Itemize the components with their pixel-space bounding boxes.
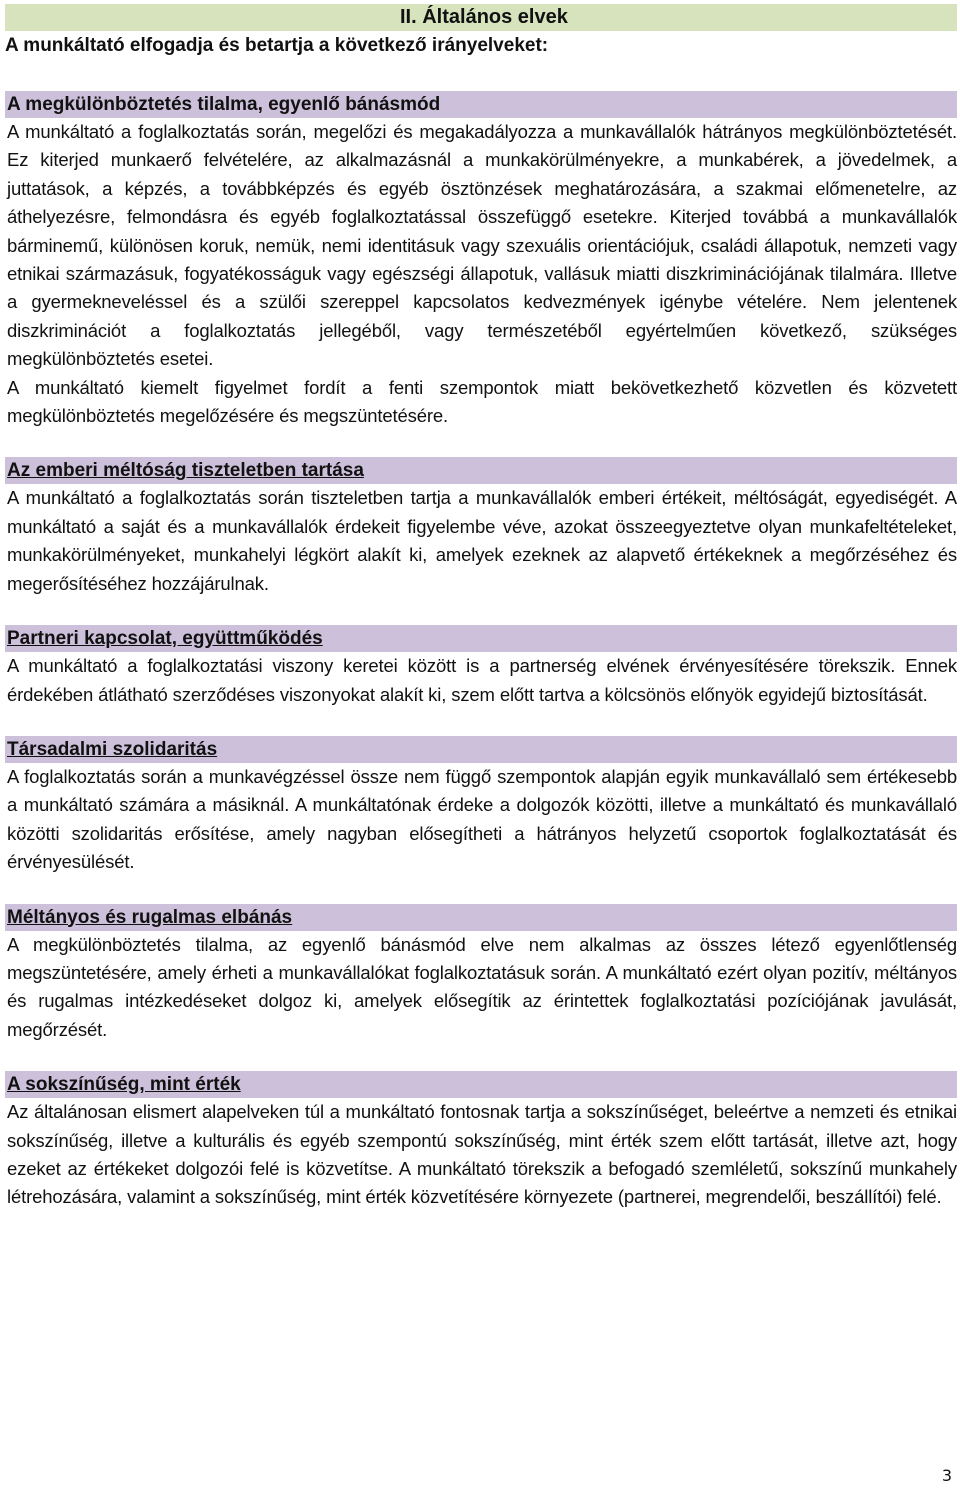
- section-heading: A megkülönböztetés tilalma, egyenlő bánásmód: [5, 91, 957, 118]
- section-heading: Társadalmi szolidaritás: [5, 736, 957, 763]
- chapter-intro: A munkáltató elfogadja és betartja a következő irányelveket:: [5, 35, 549, 56]
- document-page: [5, 4, 957, 1212]
- section-partnership: [5, 625, 957, 709]
- section-paragraph: A munkáltató a foglalkoztatás során tiszteletben tartja a munkavállalók emberi értékeit, méltóságát, egyediségét. A munkáltató a saját és a munkavállalók érdekeit figyelembe véve, azokat összeegyeztetve olyan munkafeltételeket, munkakörülményeket, munkahelyi légkört alakít ki, amelyek ezeknek az alapvető értékeknek a megőrzéséhez és megerősítéséhez hozzájárulnak.: [7, 487, 957, 594]
- section-non-discrimination: [5, 91, 957, 430]
- section-heading: Partneri kapcsolat, együttműködés: [5, 625, 957, 652]
- section-heading: Az emberi méltóság tiszteletben tartása: [5, 457, 957, 484]
- section-solidarity: [5, 736, 957, 877]
- section-paragraph: Az általánosan elismert alapelveken túl a munkáltató fontosnak tartja a sokszínűséget, beleértve a nemzeti és etnikai sokszínűség, illetve a kulturális és egyéb szempontú sokszínűség, mint érték szem előtt tartását, illetve azt, hogy ezeket az értékeket dolgozói felé is közvetítse. A munkáltató törekszik a befogadó szemléletű, sokszínű munkahely létrehozására, valamint a sokszínűség, mint érték közvetítésére környezete (partnerei, megrendelői, beszállítói) felé.: [7, 1101, 957, 1208]
- section-human-dignity: [5, 457, 957, 598]
- page-number: 3: [941, 1466, 952, 1485]
- section-paragraph: A munkáltató a foglalkoztatási viszony keretei között is a partnerség elvének érvényesítésére törekszik. Ennek érdekében átlátható szerződéses viszonyokat alakít ki, szem előtt tartva a kölcsönös előnyök egyidejű biztosítását.: [7, 655, 957, 705]
- section-fair-treatment: [5, 904, 957, 1045]
- section-paragraph: A foglalkoztatás során a munkavégzéssel össze nem függő szempontok alapján egyik munkavállaló sem értékesebb a munkáltató számára a másiknál. A munkáltatónak érdeke a dolgozók közötti, illetve a munkáltató és munkavállaló közötti szolidaritás erősítése, amely nagyban elősegítheti a hátrányos helyzetű csoportok foglalkoztatását és érvényesülését.: [7, 765, 957, 873]
- section-paragraph: A munkáltató kiemelt figyelmet fordít a fenti szempontok miatt bekövetkezhető közvetlen és közvetett megkülönböztetés megelőzésére és megszüntetésére.: [7, 376, 957, 427]
- chapter-title: II. Általános elvek: [5, 4, 957, 31]
- section-paragraph: A munkáltató a foglalkoztatás során, megelőzi és megakadályozza a munkavállalók hátrányos megkülönböztetését. Ez kiterjed munkaerő felvételére, az alkalmazásnál a munkakörülményekre, a munkabérek, a jövedelmek, a juttatások, a képzés, a továbbképzés és egyéb ösztönzések meghatározására, a szakmai előmenetelre, az áthelyezésre, felmondásra és egyéb foglalkoztatással összefüggő esetekre. Kiterjed továbbá a munkavállalók bárminemű, különösen koruk, nemük, nemi identitásuk vagy szexuális orientációjuk, családi állapotuk, nemzeti vagy etnikai származásuk, fogyatékosságuk vagy egészségi állapotuk, vallásuk miatti diszkriminációjának tilalmára. Illetve a gyermekneveléssel és a szülői szereppel kapcsolatos kedvezmények igénybe vételére. Nem jelentenek diszkriminációt a foglalkoztatás jellegéből, vagy természetéből egyértelműen következő, szükséges megkülönböztetés esetei.: [7, 121, 957, 370]
- section-heading: A sokszínűség, mint érték: [5, 1071, 957, 1098]
- section-heading: Méltányos és rugalmas elbánás: [5, 904, 957, 931]
- section-paragraph: A megkülönböztetés tilalma, az egyenlő bánásmód elve nem alkalmas az összes létező egyenlőtlenség megszüntetésére, amely érheti a munkavállalókat foglalkoztatásuk során. A munkáltató ezért olyan pozitív, méltányos és rugalmas intézkedéseket dolgoz ki, amelyek elősegítik az érintettek foglalkoztatási pozíciójának javulását, megőrzését.: [7, 933, 957, 1040]
- section-diversity: [5, 1071, 957, 1212]
